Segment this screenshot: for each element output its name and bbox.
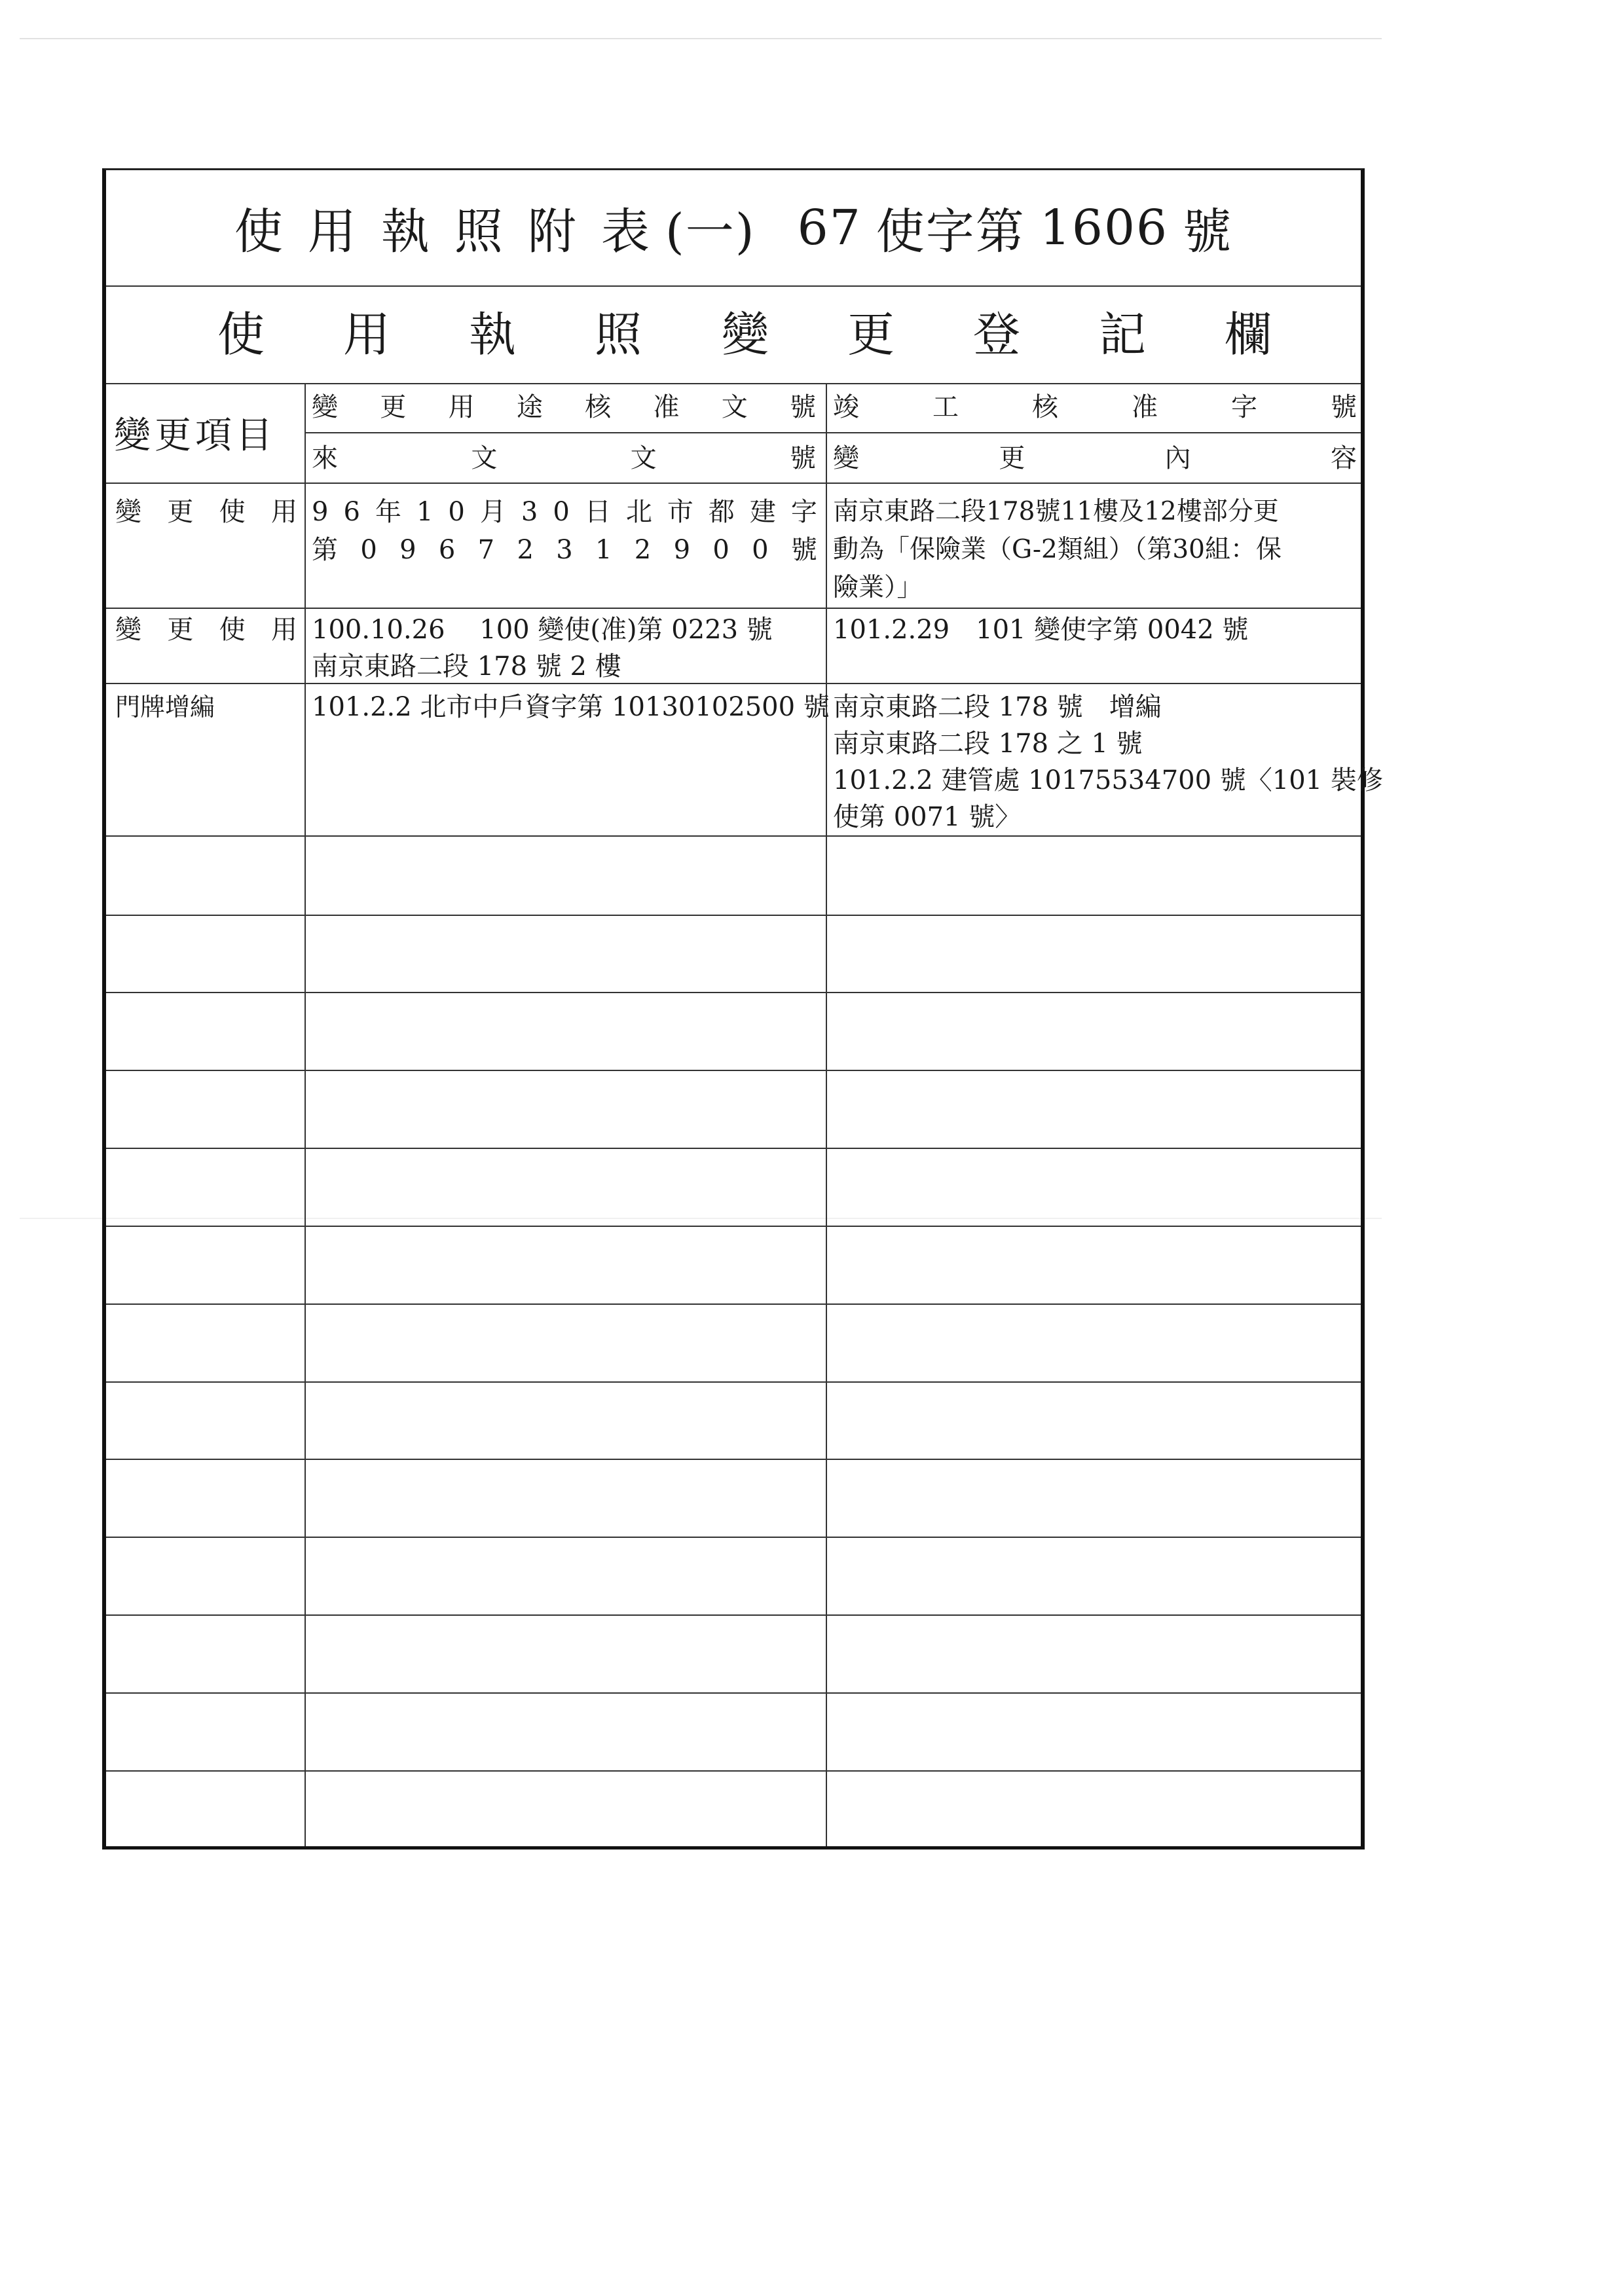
row2-content-line: 101.2.29 101 變使字第 0042 號 (833, 615, 1249, 645)
row1-content-line: 險業）」 (833, 573, 923, 602)
header-char: 文 (630, 443, 657, 473)
header-char: 核 (585, 392, 612, 422)
row-divider (106, 683, 1361, 684)
row-divider (106, 915, 1361, 916)
item-char: 使 (219, 497, 246, 527)
doc-char: 0 (448, 497, 465, 527)
row3-content-line: 南京東路二段 178 號 增編 (833, 692, 1162, 722)
header-char: 來 (312, 443, 338, 473)
header-char: 變 (312, 392, 338, 422)
row-divider (106, 483, 1361, 484)
title-char: 使 (234, 204, 284, 260)
doc-char: 9 (399, 535, 416, 565)
column-divider (304, 383, 306, 1846)
header-char: 准 (653, 392, 680, 422)
row1-content-line: 動為「保險業（G-2類組）（第30組：保 (833, 535, 1282, 564)
license-number: 1606 (1039, 200, 1169, 256)
row1-doc-line1 (312, 493, 817, 531)
doc-char: 6 (438, 535, 456, 565)
header-char: 內 (1164, 443, 1191, 473)
title-char: 表 (600, 204, 651, 260)
header-char: 文 (721, 392, 748, 422)
row-divider (106, 1692, 1361, 1694)
header-change-content (833, 439, 1357, 477)
header-approval-doc-number (312, 388, 816, 426)
row2-doc-line: 南京東路二段 178 號 2 樓 (312, 651, 621, 682)
header-char: 核 (1032, 392, 1058, 422)
row3-content-line: 101.2.2 建管處 10175534700 號〈101 裝修 (833, 765, 1383, 795)
doc-char: 號 (790, 535, 817, 565)
row3-doc-line: 101.2.2 北市中戶資字第 10130102500 號 (312, 692, 830, 722)
subtitle-char: 執 (469, 307, 517, 362)
row-divider (304, 432, 1361, 433)
item-char: 更 (167, 615, 194, 645)
header-char: 變 (833, 443, 859, 473)
doc-char: 9 (312, 497, 329, 527)
header-char: 容 (1330, 443, 1357, 473)
doc-char: 日 (584, 497, 611, 527)
header-char: 字 (1231, 392, 1257, 422)
doc-char: 月 (479, 497, 506, 527)
item-char: 變 (115, 497, 141, 527)
row-divider (106, 1148, 1361, 1149)
row3-item: 門牌增編 (115, 693, 215, 721)
doc-char: 年 (375, 497, 401, 527)
doc-char: 1 (416, 497, 434, 527)
header-change-item: 變更項目 (114, 414, 276, 457)
row2-item (115, 611, 297, 649)
header-char: 竣 (833, 392, 859, 422)
row3-content-line: 使第 0071 號〉 (833, 802, 1022, 832)
header-incoming-doc-number (312, 439, 816, 477)
subtitle-char: 記 (1099, 307, 1147, 362)
subtitle-char: 照 (595, 307, 642, 362)
doc-char: 7 (477, 535, 495, 565)
row-divider (106, 835, 1361, 837)
item-char: 變 (115, 615, 141, 645)
row-divider (106, 1770, 1361, 1772)
header-char: 工 (932, 392, 959, 422)
subtitle-char: 登 (973, 307, 1021, 362)
header-char: 文 (471, 443, 498, 473)
doc-char: 2 (517, 535, 534, 565)
doc-char: 都 (708, 497, 735, 527)
row-divider (106, 1614, 1361, 1616)
title-char: 使字第 (876, 204, 1025, 260)
header-completion-approval-number (833, 388, 1357, 426)
row-divider (106, 1537, 1361, 1538)
title-char: (一) (665, 204, 756, 260)
doc-char: 2 (634, 535, 652, 565)
doc-char: 北 (625, 497, 652, 527)
license-year: 67 (797, 200, 862, 256)
doc-char: 第 (312, 535, 338, 565)
item-char: 用 (270, 497, 297, 527)
subtitle-char: 使 (217, 307, 265, 362)
title-char: 號 (1183, 204, 1233, 260)
row-divider (106, 1381, 1361, 1383)
doc-char: 建 (749, 497, 776, 527)
doc-char: 3 (556, 535, 573, 565)
doc-char: 6 (343, 497, 360, 527)
header-char: 更 (380, 392, 407, 422)
subtitle-char: 用 (343, 307, 391, 362)
row-divider (106, 992, 1361, 993)
subtitle-char: 更 (847, 307, 895, 362)
doc-char: 0 (553, 497, 570, 527)
header-char: 更 (999, 443, 1025, 473)
subtitle-char: 變 (722, 307, 769, 362)
form-subtitle (106, 285, 1361, 384)
doc-char: 市 (667, 497, 693, 527)
row1-item (115, 493, 297, 531)
header-char: 號 (1331, 392, 1357, 422)
item-char: 用 (270, 615, 297, 645)
title-char: 用 (307, 204, 358, 260)
column-divider (826, 383, 827, 1846)
row-divider (106, 1303, 1361, 1305)
item-char: 更 (167, 497, 194, 527)
doc-char: 0 (712, 535, 729, 565)
row-divider (106, 1226, 1361, 1227)
header-char: 號 (789, 443, 816, 473)
item-char: 使 (219, 615, 246, 645)
row2-doc-line: 100.10.26 100 變使(准)第 0223 號 (312, 615, 773, 645)
header-char: 號 (789, 392, 816, 422)
row-divider (106, 1070, 1361, 1071)
header-char: 用 (448, 392, 475, 422)
row3-content-line: 南京東路二段 178 之 1 號 (833, 729, 1143, 759)
doc-char: 0 (360, 535, 377, 565)
title-char: 執 (380, 204, 431, 260)
title-char: 照 (454, 204, 504, 260)
title-char: 附 (527, 204, 578, 260)
doc-char: 0 (752, 535, 769, 565)
subtitle-char: 欄 (1225, 307, 1272, 362)
scan-artifact (20, 38, 1382, 39)
row-divider (106, 608, 1361, 609)
header-char: 准 (1132, 392, 1158, 422)
change-register-table (106, 383, 1383, 1846)
doc-char: 9 (673, 535, 691, 565)
form-title (106, 170, 1361, 287)
row1-doc-line2 (312, 531, 817, 569)
row1-content-line: 南京東路二段178號11樓及12樓部分更 (833, 497, 1279, 526)
row-divider (106, 1459, 1361, 1460)
header-char: 途 (516, 392, 543, 422)
doc-char: 字 (790, 497, 817, 527)
doc-char: 1 (595, 535, 612, 565)
license-form (102, 168, 1383, 1850)
doc-char: 3 (521, 497, 538, 527)
